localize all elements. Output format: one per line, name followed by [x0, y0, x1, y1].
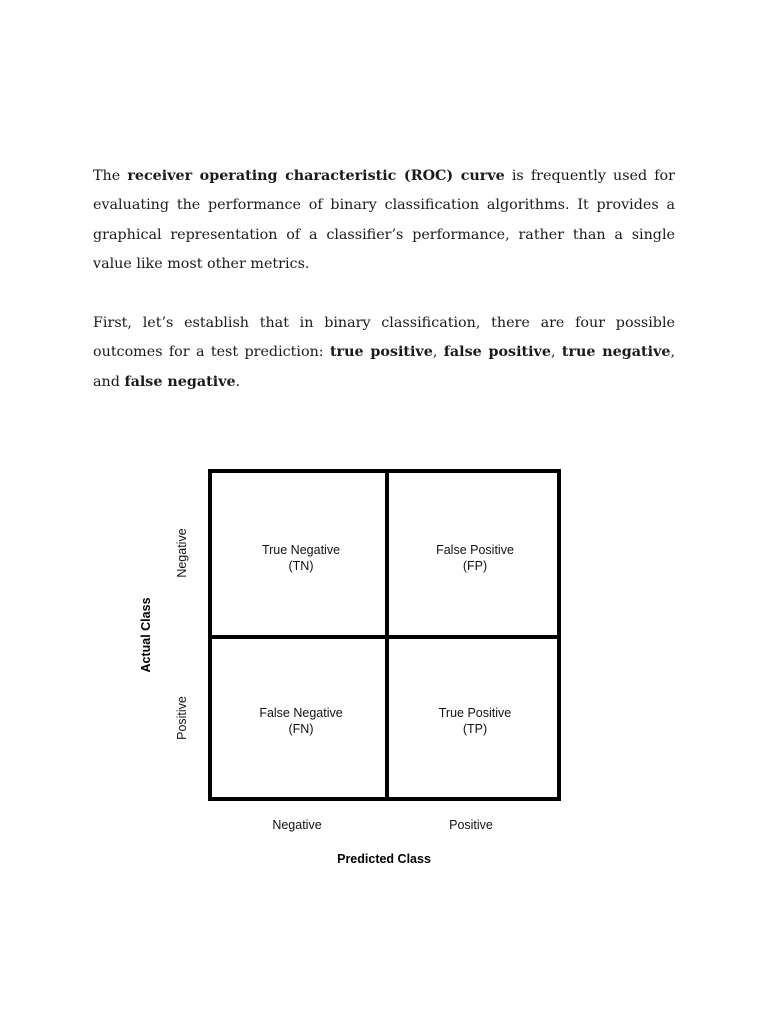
- intro-body: is frequently used for evaluating the performance of binary classification algorithms. It provides a graphical representation of a classifier’s performance, rather than a single value like most other metrics.: [93, 168, 676, 272]
- term-true-positive: true positive: [329, 344, 433, 361]
- cell-abbr: (FN): [288, 722, 314, 736]
- cell-false-positive: [388, 542, 562, 574]
- x-tick-positive: Positive: [449, 818, 493, 832]
- cell-true-positive: [388, 705, 562, 737]
- cell-true-negative: [214, 542, 388, 574]
- term-false-positive: false positive: [443, 344, 551, 361]
- intro-prefix: The: [93, 168, 128, 184]
- cell-label: False Positive: [436, 543, 514, 557]
- cell-false-negative: [214, 705, 388, 737]
- y-tick-negative: Negative: [175, 528, 189, 578]
- outcomes-prefix: First, let’s establish that in binary classification, there are four possible outcomes for a test prediction:: [93, 315, 675, 361]
- y-tick-positive: Positive: [175, 696, 189, 740]
- cell-abbr: (TN): [288, 559, 314, 573]
- x-axis-title: Predicted Class: [337, 852, 431, 866]
- outcomes-paragraph: [93, 309, 675, 397]
- cell-label: True Negative: [261, 543, 341, 557]
- roc-term: receiver operating characteristic (ROC) curve: [127, 168, 505, 184]
- matrix-horizontal-divider: [212, 635, 557, 639]
- cell-abbr: (TP): [462, 722, 488, 736]
- x-tick-negative: Negative: [272, 818, 322, 832]
- y-axis-title: Actual Class: [139, 597, 153, 673]
- separator: ,: [550, 344, 562, 361]
- cell-label: True Positive: [438, 706, 512, 720]
- cell-label: False Negative: [259, 706, 343, 720]
- intro-paragraph: [93, 162, 675, 279]
- separator: , and: [93, 344, 676, 390]
- term-false-negative: false negative: [124, 373, 236, 390]
- cell-abbr: (FP): [462, 559, 488, 573]
- sentence-end: .: [235, 373, 241, 390]
- confusion-matrix: [208, 469, 561, 801]
- separator: ,: [432, 344, 444, 361]
- term-true-negative: true negative: [561, 344, 671, 361]
